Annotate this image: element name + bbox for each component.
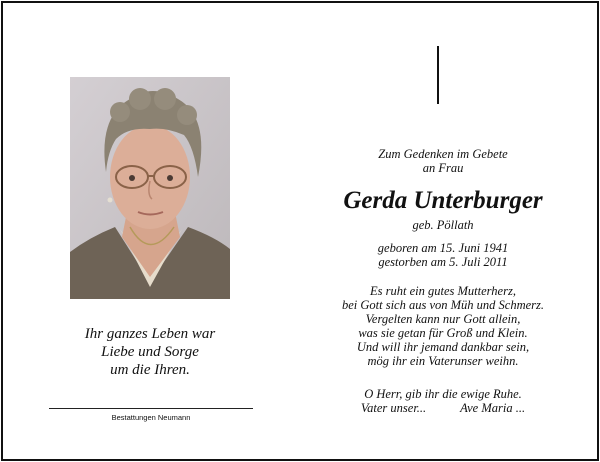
verse-line: Ihr ganzes Leben war [84, 326, 216, 342]
death-date: gestorben am 5. Juli 2011 [378, 255, 508, 269]
intro-line: Zum Gedenken im Gebete [378, 147, 508, 161]
life-dates [318, 241, 568, 269]
deceased-name: Gerda Unterburger [343, 187, 543, 214]
divider-line [49, 408, 253, 409]
cross-icon [437, 46, 439, 104]
undertaker-name: Bestattungen Neumann [111, 413, 191, 422]
verse-line: um die Ihren. [110, 362, 190, 378]
intro-text [318, 147, 568, 175]
memorial-card [1, 1, 599, 461]
prayer-vater-unser: Vater unser... [360, 401, 427, 415]
poem-line: Vergelten kann nur Gott allein, [365, 312, 521, 326]
poem [318, 284, 568, 368]
portrait-photo [70, 77, 230, 299]
poem-line: Es ruht ein gutes Mutterherz, [370, 284, 516, 298]
poem-line: bei Gott sich aus von Müh und Schmerz. [341, 298, 545, 312]
birth-date: geboren am 15. Juni 1941 [377, 241, 509, 255]
verse-line: Liebe und Sorge [101, 344, 199, 360]
left-verse [50, 325, 250, 379]
poem-line: Und will ihr jemand dankbar sein, [356, 340, 530, 354]
prayer [318, 387, 568, 415]
prayer-line: O Herr, gib ihr die ewige Ruhe. [364, 387, 522, 401]
prayer-row [318, 401, 568, 415]
intro-line: an Frau [422, 161, 464, 175]
poem-line: mög ihr ein Vaterunser weihn. [367, 354, 519, 368]
poem-line: was sie getan für Groß und Klein. [358, 326, 528, 340]
prayer-ave-maria: Ave Maria ... [460, 401, 526, 415]
maiden-name: geb. Pöllath [412, 218, 474, 232]
